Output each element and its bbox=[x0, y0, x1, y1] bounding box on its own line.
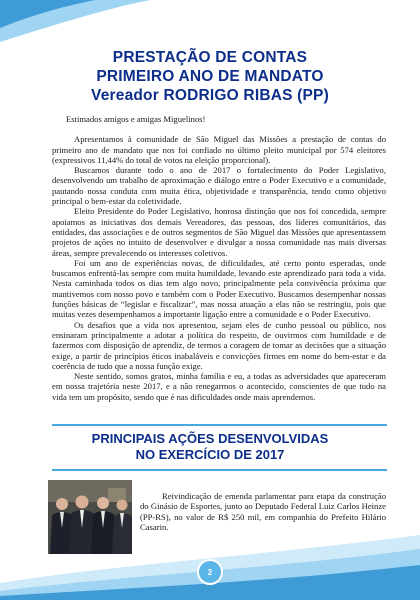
title-line-3: Vereador RODRIGO RIBAS (PP) bbox=[91, 87, 329, 104]
paragraph-2: Buscamos durante todo o ano de 2017 o fortalecimento do Poder Legislativo, desenvolvendo um trabalho de aproximação e diálogo entre o Poder Executivo e a comunidade, pautando nossa conduta com muita ética, objetividade e transparência, tendo como objetivo principal o bem-estar da coletividade. bbox=[52, 165, 386, 207]
photo-caption bbox=[140, 491, 386, 532]
salutation: Estimados amigos e amigas Miguelinos! bbox=[66, 114, 206, 124]
page-number-badge bbox=[197, 559, 223, 585]
paragraph-4: Foi um ano de experiências novas, de dificuldades, até certo ponto esperadas, onde buscamos enfrentá-las sempre com muita humildade, levando este aprendizado para toda a vida. Nesta caminhada todos os dias tem algo novo, principalmente pela convivência próxima que mantivemos com nosso povo e também com o Poder Executivo. Buscamos desempenhar nossas funções básicas de “legislar e fiscalizar”, mas nossa atuação a elas não se restringiu, pois que muitas vezes desempenhamos a importante ligação entre a comunidade e o Poder Executivo. bbox=[52, 257, 386, 320]
section-divider-bottom bbox=[52, 469, 387, 471]
paragraph-6: Neste sentido, somos gratos, minha família e eu, a todas as adversidades que apareceram em nossa trajetória neste 2017, e a não renegarmos o acontecido, conscientes de que tudo na vida tem um propósito, sendo que é nas dificuldades onde mais aprendemos. bbox=[52, 371, 386, 402]
paragraph-5: Os desafios que a vida nos apresentou, sejam eles de cunho pessoal ou público, nos ensinaram principalmente a adotar a política do respeito, de ouvirmos com humildade e de fazermos com disposição de aprendiz, de termos a coragem de tomar as decisões que a situação exige, a partir de princípios éticos inabaláveis e convicções firmes em nome do bem-estar e da coerência de tudo que a nossa função exige. bbox=[52, 319, 386, 371]
photo-caption-text: Reivindicação de emenda parlamentar para etapa da construção do Ginásio de Esportes, junto ao Deputado Federal Luiz Carlos Heinze (PP-RS), no valor de R$ 250 mil, em companhia do Prefeito Hilário Casarin. bbox=[140, 491, 386, 532]
section-heading-line-2: NO EXERCÍCIO DE 2017 bbox=[135, 447, 285, 462]
paragraph-1: Apresentamos à comunidade de São Miguel das Missões a prestação de contas do primeiro ano de mandato que nos foi confiado no último pleito municipal por 574 eleitores (expressivos 11,44% do total de votos na eleição proporcional). bbox=[52, 134, 386, 165]
title-line-2: PRIMEIRO ANO DE MANDATO bbox=[96, 68, 324, 85]
section-divider-top bbox=[52, 424, 387, 426]
top-wave-decoration bbox=[0, 0, 420, 50]
page-number: 2 bbox=[207, 567, 213, 577]
title-line-1: PRESTAÇÃO DE CONTAS bbox=[112, 49, 308, 66]
meeting-photo bbox=[48, 480, 132, 554]
paragraph-3: Eleito Presidente do Poder Legislativo, honrosa distinção que nos foi concedida, sempre apoiamos as iniciativas dos demais Vereadores, das pessoas, dos líderes comunitários, das entidades, das associações e de outros segmentos de São Miguel das Missões que apresentassem projetos de ações no intuito de desenvolver e divulgar a nossa comunidade nas mais diversas áreas, sempre prevalecendo os interesses coletivos. bbox=[52, 206, 386, 258]
section-heading-line-1: PRINCIPAIS AÇÕES DESENVOLVIDAS bbox=[91, 431, 329, 446]
letter-body bbox=[52, 114, 386, 402]
document-header bbox=[0, 48, 420, 105]
section-heading bbox=[0, 431, 420, 463]
